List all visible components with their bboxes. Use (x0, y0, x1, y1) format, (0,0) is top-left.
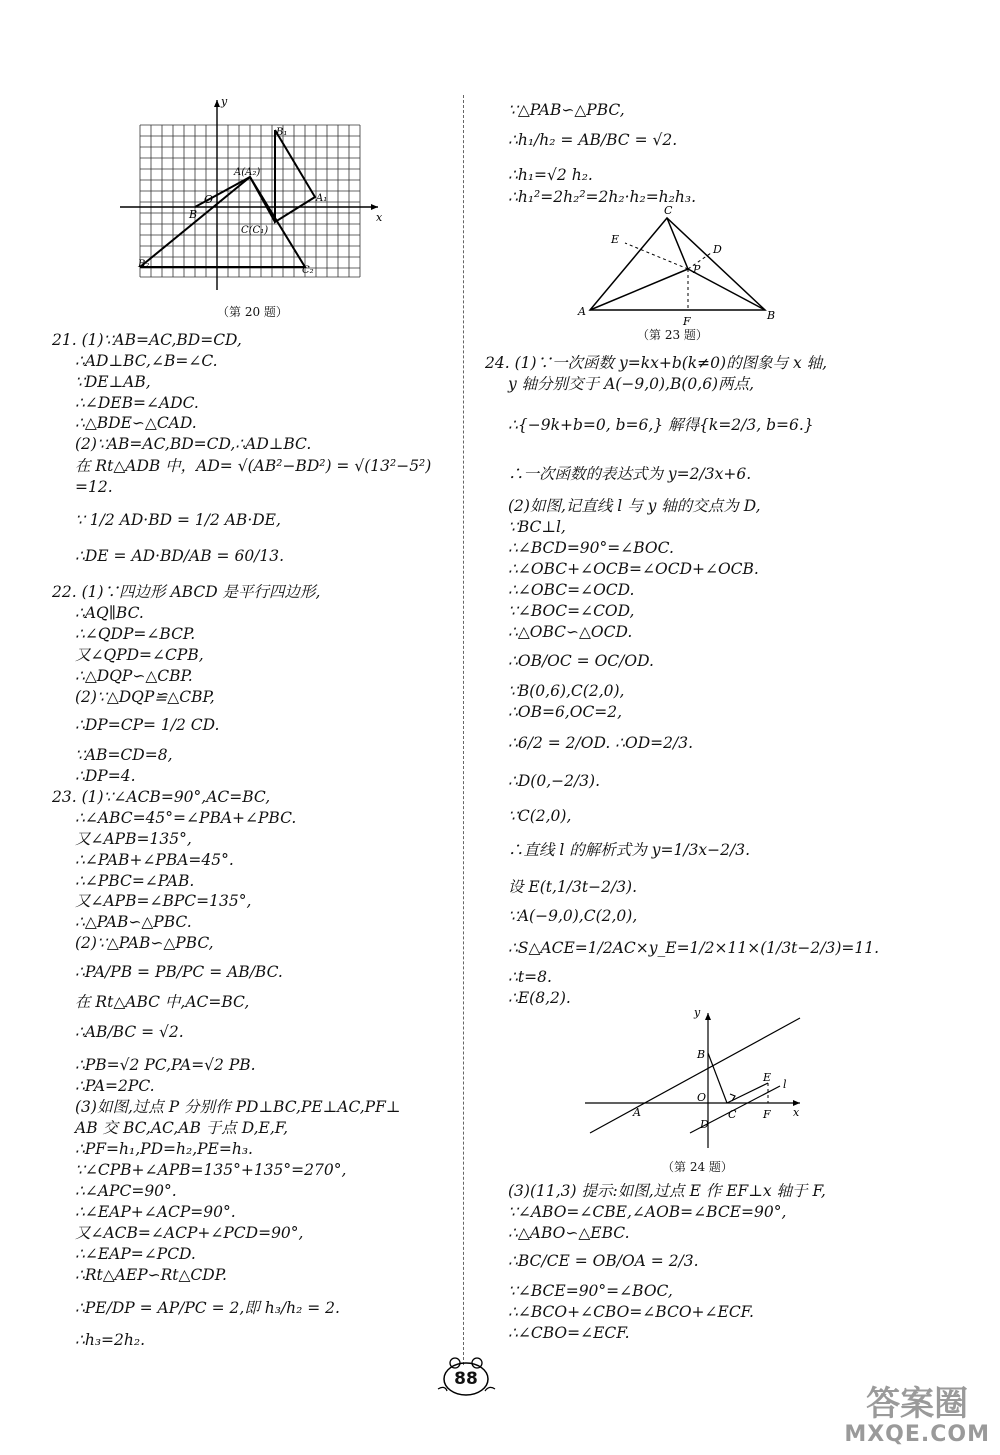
fig20-label-c2: C₂ (302, 265, 314, 276)
top-line-1: ∵△PAB∽△PBC, (508, 101, 625, 119)
fig24-caption: （第 24 题） (662, 1160, 733, 1174)
q24-line-22: ∴t=8. (508, 968, 552, 986)
q24-line-6: ∵BC⊥l, (508, 518, 566, 536)
q23-line-7: ∴△PAB∽△PBC. (75, 913, 192, 931)
q24b-line-4: ∴BC/CE = OB/OA = 2/3. (508, 1252, 699, 1270)
q23-line-3: 又∠APB=135°, (75, 830, 192, 848)
q24-line-7: ∴∠BCD=90°=∠BOC. (508, 539, 674, 557)
fig20-label-o: O (204, 193, 214, 206)
figure-23-triangle (575, 203, 780, 333)
q21-line-1: 21. (1)∵AB=AC,BD=CD, (52, 331, 242, 349)
fig23-label-b: B (767, 309, 776, 322)
top-line-3: ∴h₁=√2 h₂. (508, 166, 593, 184)
q21-line-5: ∴△BDE∽△CAD. (75, 414, 197, 432)
column-divider (463, 95, 464, 1365)
q21-line-8: =12. (75, 478, 113, 496)
fig24-label-x: x (793, 1106, 800, 1119)
q23-line-19: ∴∠EAP+∠ACP=90°. (75, 1203, 236, 1221)
q24b-line-1: (3)(11,3) 提示:如图,过点 E 作 EF⊥x 轴于 F, (508, 1182, 826, 1200)
fig23-label-e: E (611, 233, 620, 246)
q24-line-8: ∴∠OBC+∠OCB=∠OCD+∠OCB. (508, 560, 759, 578)
q24b-line-2: ∵∠ABO=∠CBE,∠AOB=∠BCE=90°, (508, 1203, 787, 1221)
fig23-label-d: D (713, 243, 722, 256)
q23-line-11: ∴AB/BC = √2. (75, 1023, 184, 1041)
q24-line-9: ∴∠OBC=∠OCD. (508, 581, 635, 599)
q24-line-10: ∵∠BOC=∠COD, (508, 602, 635, 620)
q24-line-21: ∴S△ACE=1/2AC×y_E=1/2×11×(1/3t−2/3)=11. (508, 939, 880, 957)
q22-line-6: (2)∵△DQP≌△CBP, (75, 688, 215, 706)
fig24-label-d: D (700, 1118, 709, 1131)
fig24-label-b: B (697, 1048, 706, 1061)
page-number-badge (433, 1355, 499, 1399)
figure-24-coordinate (580, 1008, 810, 1153)
q23-line-13: ∴PA=2PC. (75, 1077, 155, 1095)
q21-line-9: ∵ 1/2 AD·BD = 1/2 AB·DE, (75, 511, 281, 529)
q22-line-4: 又∠QPD=∠CPB, (75, 646, 204, 664)
fig23-caption: （第 23 题） (637, 328, 708, 342)
q23-line-10: 在 Rt△ABC 中,AC=BC, (75, 993, 250, 1011)
fig20-label-a: A(A₂) (234, 167, 261, 178)
q23-line-20: 又∠ACB=∠ACP+∠PCD=90°, (75, 1224, 304, 1242)
q21-line-2: ∴AD⊥BC,∠B=∠C. (75, 352, 218, 370)
q23-line-8: (2)∵△PAB∽△PBC, (75, 934, 214, 952)
q23-line-9: ∴PA/PB = PB/PC = AB/BC. (75, 963, 283, 981)
q24b-line-6: ∴∠BCO+∠CBO=∠BCO+∠ECF. (508, 1303, 754, 1321)
q23-line-2: ∴∠ABC=45°=∠PBA+∠PBC. (75, 809, 297, 827)
q24-line-18: ∴直线 l 的解析式为 y=1/3x−2/3. (508, 841, 751, 859)
top-line-4: ∴h₁²=2h₂²=2h₂·h₂=h₂h₃. (508, 188, 697, 206)
q24-line-14: ∴OB=6,OC=2, (508, 703, 623, 721)
q24-line-2: y 轴分别交于 A(−9,0),B(0,6)两点, (508, 375, 755, 393)
q22-line-9: ∴DP=4. (75, 767, 136, 785)
q21-line-4: ∴∠DEB=∠ADC. (75, 394, 199, 412)
fig24-label-e: E (763, 1071, 772, 1084)
q24-line-11: ∴△OBC∽△OCD. (508, 623, 633, 641)
q23-line-4: ∴∠PAB+∠PBA=45°. (75, 851, 234, 869)
page-number: 88 (454, 1369, 478, 1389)
q24-line-23: ∴E(8,2). (508, 989, 571, 1007)
q23-line-16: ∴PF=h₁,PD=h₂,PE=h₃. (75, 1140, 253, 1158)
watermark (844, 1385, 990, 1447)
q24-line-16: ∴D(0,−2/3). (508, 772, 601, 790)
q21-line-3: ∵DE⊥AB, (75, 373, 151, 391)
q22-line-5: ∴△DQP∽△CBP. (75, 667, 193, 685)
fig24-label-f: F (763, 1108, 771, 1121)
q24-line-4: ∴一次函数的表达式为 y=2/3x+6. (508, 465, 752, 483)
q21-line-7: 在 Rt△ADB 中，AD= √(AB²−BD²) = √(13²−5²) (75, 457, 432, 475)
q24-line-17: ∵C(2,0), (508, 807, 572, 825)
q23-line-18: ∴∠APC=90°. (75, 1182, 177, 1200)
top-line-2: ∴h₁/h₂ = AB/BC = √2. (508, 131, 678, 149)
watermark-bottom: MXQE.COM (844, 1422, 990, 1447)
q23-line-1: 23. (1)∵∠ACB=90°,AC=BC, (52, 788, 271, 806)
q24-line-19: 设 E(t,1/3t−2/3). (508, 878, 638, 896)
q22-line-8: ∵AB=CD=8, (75, 746, 173, 764)
fig20-label-c: C(C₁) (241, 225, 269, 236)
q24-line-13: ∵B(0,6),C(2,0), (508, 682, 625, 700)
fig20-label-x: x (376, 211, 383, 224)
fig23-label-p: P (693, 263, 701, 276)
fig24-label-a: A (633, 1106, 641, 1119)
fig24-label-o: O (697, 1091, 707, 1104)
q23-line-23: ∴PE/DP = AP/PC = 2,即 h₃/h₂ = 2. (75, 1299, 340, 1317)
fig20-label-b2: B₂ (138, 259, 150, 270)
q23-line-12: ∴PB=√2 PC,PA=√2 PB. (75, 1056, 256, 1074)
fig23-label-c: C (664, 204, 673, 217)
q24b-line-7: ∴∠CBO=∠ECF. (508, 1324, 630, 1342)
q24-line-1: 24. (1)∵一次函数 y=kx+b(k≠0)的图象与 x 轴, (485, 354, 828, 372)
q22-line-2: ∴AQ∥BC. (75, 604, 144, 622)
q24-line-20: ∵A(−9,0),C(2,0), (508, 907, 638, 925)
fig23-label-a: A (578, 305, 586, 318)
fig20-label-b: B (189, 208, 198, 221)
q22-line-1: 22. (1)∵四边形 ABCD 是平行四边形, (52, 583, 321, 601)
q24-line-15: ∴6/2 = 2/OD. ∴OD=2/3. (508, 734, 694, 752)
q24b-line-3: ∴△ABO∽△EBC. (508, 1224, 630, 1242)
q23-line-21: ∴∠EAP=∠PCD. (75, 1245, 196, 1263)
q21-line-10: ∴DE = AD·BD/AB = 60/13. (75, 547, 285, 565)
figure-20-grid (110, 95, 400, 300)
fig20-label-a1: A₁ (316, 193, 328, 204)
fig24-label-y: y (694, 1008, 701, 1019)
q23-line-24: ∴h₃=2h₂. (75, 1331, 146, 1349)
q23-line-14: (3)如图,过点 P 分别作 PD⊥BC,PE⊥AC,PF⊥ (75, 1098, 401, 1116)
watermark-top: 答案圈 (866, 1384, 969, 1424)
q24b-line-5: ∵∠BCE=90°=∠BOC, (508, 1282, 673, 1300)
fig20-label-y: y (221, 95, 228, 108)
q21-line-6: (2)∵AB=AC,BD=CD,∴AD⊥BC. (75, 435, 312, 453)
q23-line-17: ∵∠CPB+∠APB=135°+135°=270°, (75, 1161, 347, 1179)
q22-line-3: ∴∠QDP=∠BCP. (75, 625, 196, 643)
fig24-label-c: C (728, 1108, 737, 1121)
q23-line-6: 又∠APB=∠BPC=135°, (75, 892, 252, 910)
fig23-label-f: F (683, 315, 691, 328)
q23-line-5: ∴∠PBC=∠PAB. (75, 872, 195, 890)
fig24-label-l: l (783, 1078, 787, 1091)
q23-line-22: ∴Rt△AEP∽Rt△CDP. (75, 1266, 227, 1284)
q24-line-5: (2)如图,记直线 l 与 y 轴的交点为 D, (508, 497, 761, 515)
q22-line-7: ∴DP=CP= 1/2 CD. (75, 716, 220, 734)
q24-line-12: ∴OB/OC = OC/OD. (508, 652, 654, 670)
q23-line-15: AB 交 BC,AC,AB 于点 D,E,F, (75, 1119, 289, 1137)
q24-line-3: ∴{−9k+b=0, b=6,} 解得{k=2/3, b=6.} (508, 416, 814, 434)
fig20-label-b1: B₁ (276, 127, 288, 138)
fig20-caption: （第 20 题） (217, 305, 288, 319)
